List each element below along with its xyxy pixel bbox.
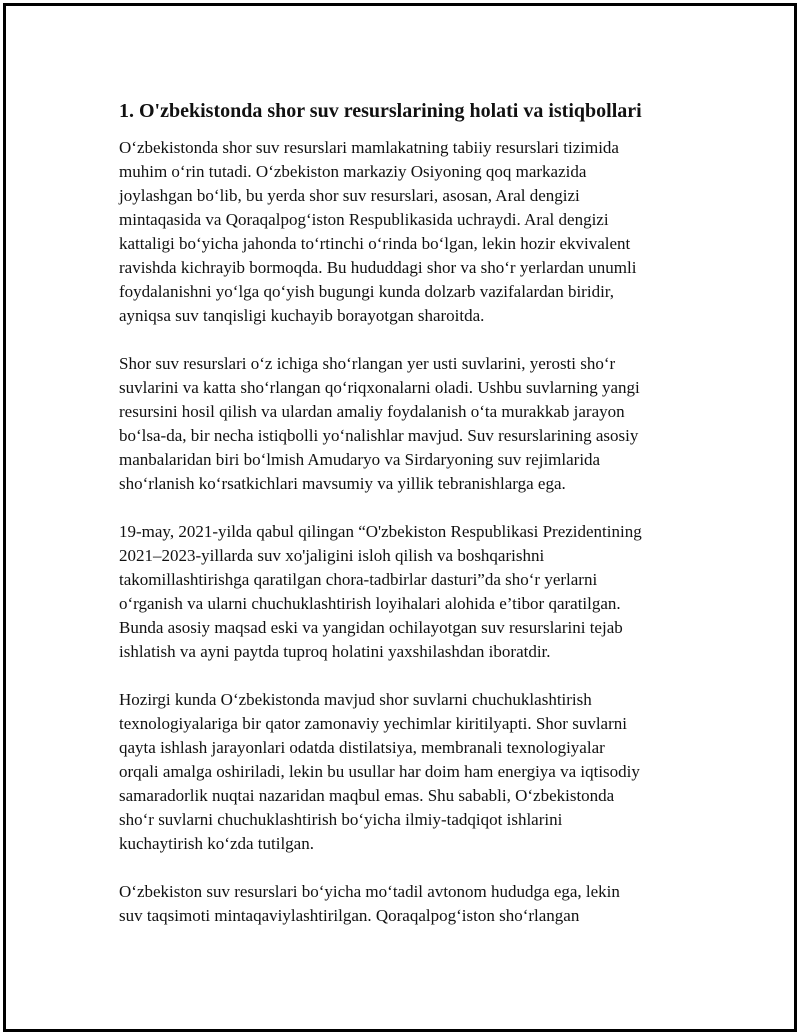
text-line: ishlatish va ayni paytda tuproq holatini yaxshilashdan iboratdir. — [119, 642, 551, 661]
text-line: takomillashtirishga qaratilgan chora-tadbirlar dasturi”da sho‘r yerlarni — [119, 570, 598, 589]
text-line: qayta ishlash jarayonlari odatda distilatsiya, membranali texnologiyalar — [119, 738, 605, 757]
text-line: kattaligi bo‘yicha jahonda to‘rtinchi o‘rinda bo‘lgan, lekin hozir ekvivalent — [119, 234, 631, 253]
text-line: Bunda asosiy maqsad eski va yangidan ochilayotgan suv resurslarini tejab — [119, 618, 623, 637]
text-line: suvlarini va katta sho‘rlangan qo‘riqxonalarni oladi. Ushbu suvlarning yangi — [119, 378, 640, 397]
text-line: ayniqsa suv tanqisligi kuchayib borayotgan sharoitda. — [119, 306, 485, 325]
text-line: O‘zbekiston suv resurslari bo‘yicha mo‘tadil avtonom hududga ega, lekin — [119, 882, 620, 901]
text-line: kuchaytirish ko‘zda tutilgan. — [119, 834, 314, 853]
text-line: foydalanishni yo‘lga qo‘yish bugungi kunda dolzarb vazifalardan biridir, — [119, 282, 615, 301]
text-line: O‘zbekistonda shor suv resurslari mamlakatning tabiiy resurslari tizimida — [119, 138, 619, 157]
text-line: sho‘rlanish ko‘rsatkichlari mavsumiy va yillik tebranishlarga ega. — [119, 474, 566, 493]
paragraph-1 — [119, 136, 699, 328]
document-body — [119, 98, 699, 952]
text-line: o‘rganish va ularni chuchuklashtirish loyihalari alohida e’tibor qaratilgan. — [119, 594, 621, 613]
paragraph-2 — [119, 352, 699, 496]
text-line: muhim o‘rin tutadi. O‘zbekiston markaziy Osiyoning qoq markazida — [119, 162, 587, 181]
text-line: Hozirgi kunda O‘zbekistonda mavjud shor suvlarni chuchuklashtirish — [119, 690, 592, 709]
text-line: 2021–2023-yillarda suv xo'jaligini isloh qilish va boshqarishni — [119, 546, 545, 565]
text-line: bo‘lsa-da, bir necha istiqbolli yo‘nalishlar mavjud. Suv resurslarining asosiy — [119, 426, 639, 445]
text-line: texnologiyalariga bir qator zamonaviy yechimlar kiritilyapti. Shor suvlarni — [119, 714, 627, 733]
text-line: samaradorlik nuqtai nazaridan maqbul emas. Shu sababli, O‘zbekistonda — [119, 786, 615, 805]
text-line: suv taqsimoti mintaqaviylashtirilgan. Qoraqalpog‘iston sho‘rlangan — [119, 906, 580, 925]
page-frame — [3, 3, 797, 1032]
text-line: mintaqasida va Qoraqalpog‘iston Respublikasida uchraydi. Aral dengizi — [119, 210, 609, 229]
paragraph-4 — [119, 688, 699, 856]
text-line: resursini hosil qilish va ulardan amaliy foydalanish o‘ta murakkab jarayon — [119, 402, 625, 421]
section-title: 1. O'zbekistonda shor suv resurslarining holati va istiqbollari — [119, 100, 642, 122]
text-line: sho‘r suvlarni chuchuklashtirish bo‘yicha ilmiy-tadqiqot ishlarini — [119, 810, 563, 829]
text-line: joylashgan bo‘lib, bu yerda shor suv resurslari, asosan, Aral dengizi — [119, 186, 580, 205]
text-line: Shor suv resurslari o‘z ichiga sho‘rlangan yer usti suvlarini, yerosti sho‘r — [119, 354, 616, 373]
text-line: orqali amalga oshiriladi, lekin bu usullar har doim ham energiya va iqtisodiy — [119, 762, 640, 781]
paragraph-5 — [119, 880, 699, 928]
text-line: 19-may, 2021-yilda qabul qilingan “O'zbekiston Respublikasi Prezidentining — [119, 522, 642, 541]
text-line: ravishda kichrayib bormoqda. Bu hududdagi shor va sho‘r yerlardan unumli — [119, 258, 637, 277]
paragraph-3 — [119, 520, 699, 664]
text-line: manbalaridan biri bo‘lmish Amudaryo va Sirdaryoning suv rejimlarida — [119, 450, 601, 469]
